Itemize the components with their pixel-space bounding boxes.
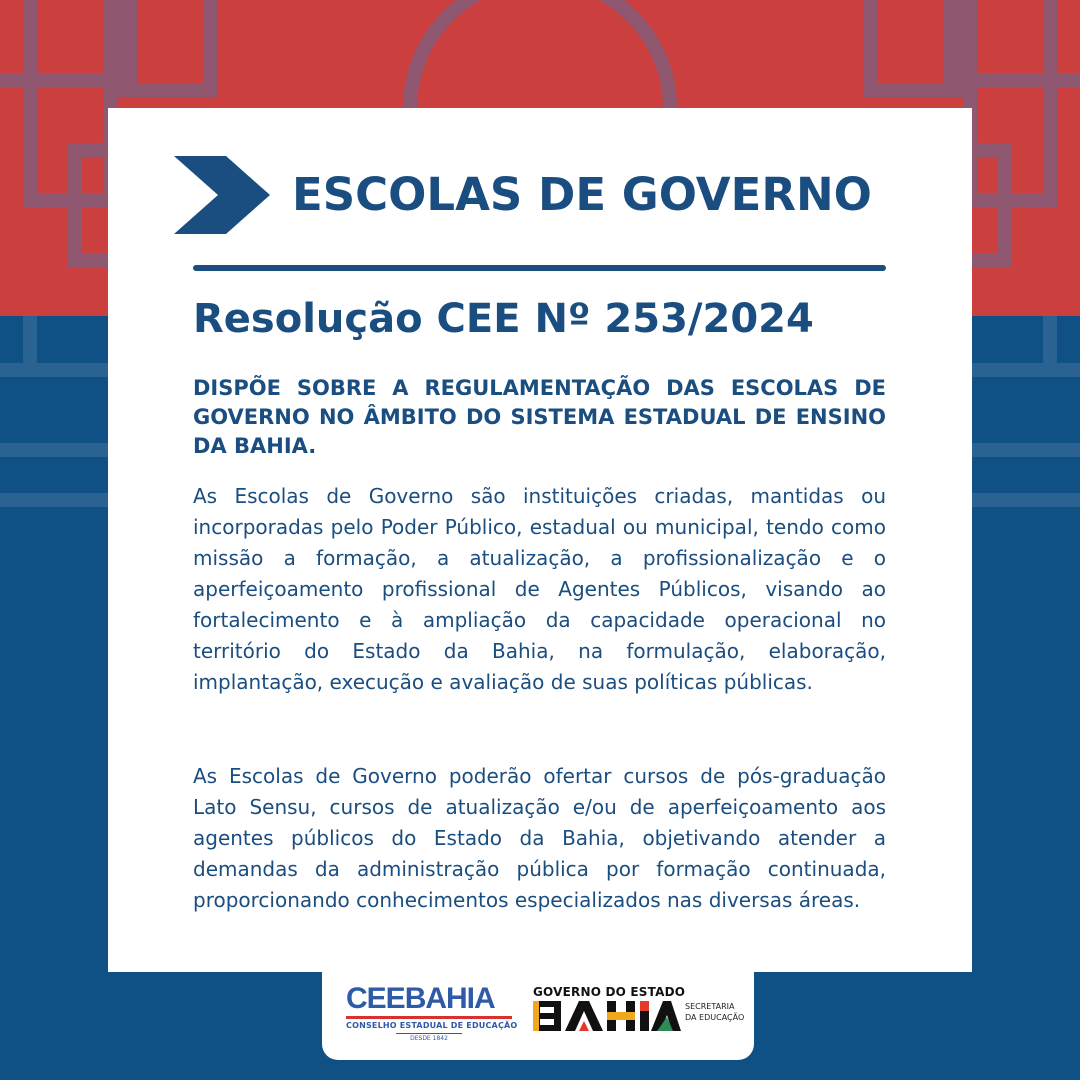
cee-bahia-logo xyxy=(346,982,518,1042)
cee-logo-wordmark xyxy=(346,984,495,1014)
gov-logo-secretaria xyxy=(685,1001,744,1023)
governo-bahia-logo xyxy=(533,985,748,1035)
body-paragraph-1: As Escolas de Governo são instituições criadas, mantidas ou incorporadas pelo Poder Público, estadual ou municipal, tendo como missão a formação, a atualização, a profissionalização e o aperfeiçoamento profissional de Agentes Públicos, visando ao fortalecimento e à ampliação da capacidade operacional no território do Estado da Bahia, na formulação, elaboração, implantação, execução e avaliação de suas políticas públicas. xyxy=(193,484,886,694)
gov-logo-bahia-mark xyxy=(533,1001,681,1031)
resolution-subtitle: DISPÕE SOBRE A REGULAMENTAÇÃO DAS ESCOLAS DE GOVERNO NO ÂMBITO DO SISTEMA ESTADUAL DE ENSINO DA BAHIA. xyxy=(193,376,886,458)
section-title: ESCOLAS DE GOVERNO xyxy=(292,168,872,221)
cee-logo-word-cee: CEE xyxy=(346,982,405,1015)
resolution-title: Resolução CEE Nº 253/2024 xyxy=(193,296,814,342)
cee-logo-since: DESDE 1842 xyxy=(396,1033,462,1042)
gov-logo-title: GOVERNO DO ESTADO xyxy=(533,985,686,999)
cee-logo-bar xyxy=(346,1016,512,1019)
title-divider xyxy=(193,265,886,271)
cee-logo-word-bahia: BAHIA xyxy=(404,982,495,1015)
chevron-right-icon xyxy=(174,156,270,234)
gov-logo-secretaria-line-1: SECRETARIA xyxy=(685,1002,735,1011)
gov-logo-secretaria-line-2: DA EDUCAÇÃO xyxy=(685,1013,745,1022)
body-paragraph-2: As Escolas de Governo poderão ofertar cursos de pós-graduação Lato Sensu, cursos de atualização e/ou de aperfeiçoamento aos agentes públicos do Estado da Bahia, objetivando atender a demandas da administração pública por formação continuada, proporcionando conhecimentos especializados nas diversas áreas. xyxy=(193,764,886,912)
cee-logo-full-name: CONSELHO ESTADUAL DE EDUCAÇÃO xyxy=(346,1021,518,1030)
